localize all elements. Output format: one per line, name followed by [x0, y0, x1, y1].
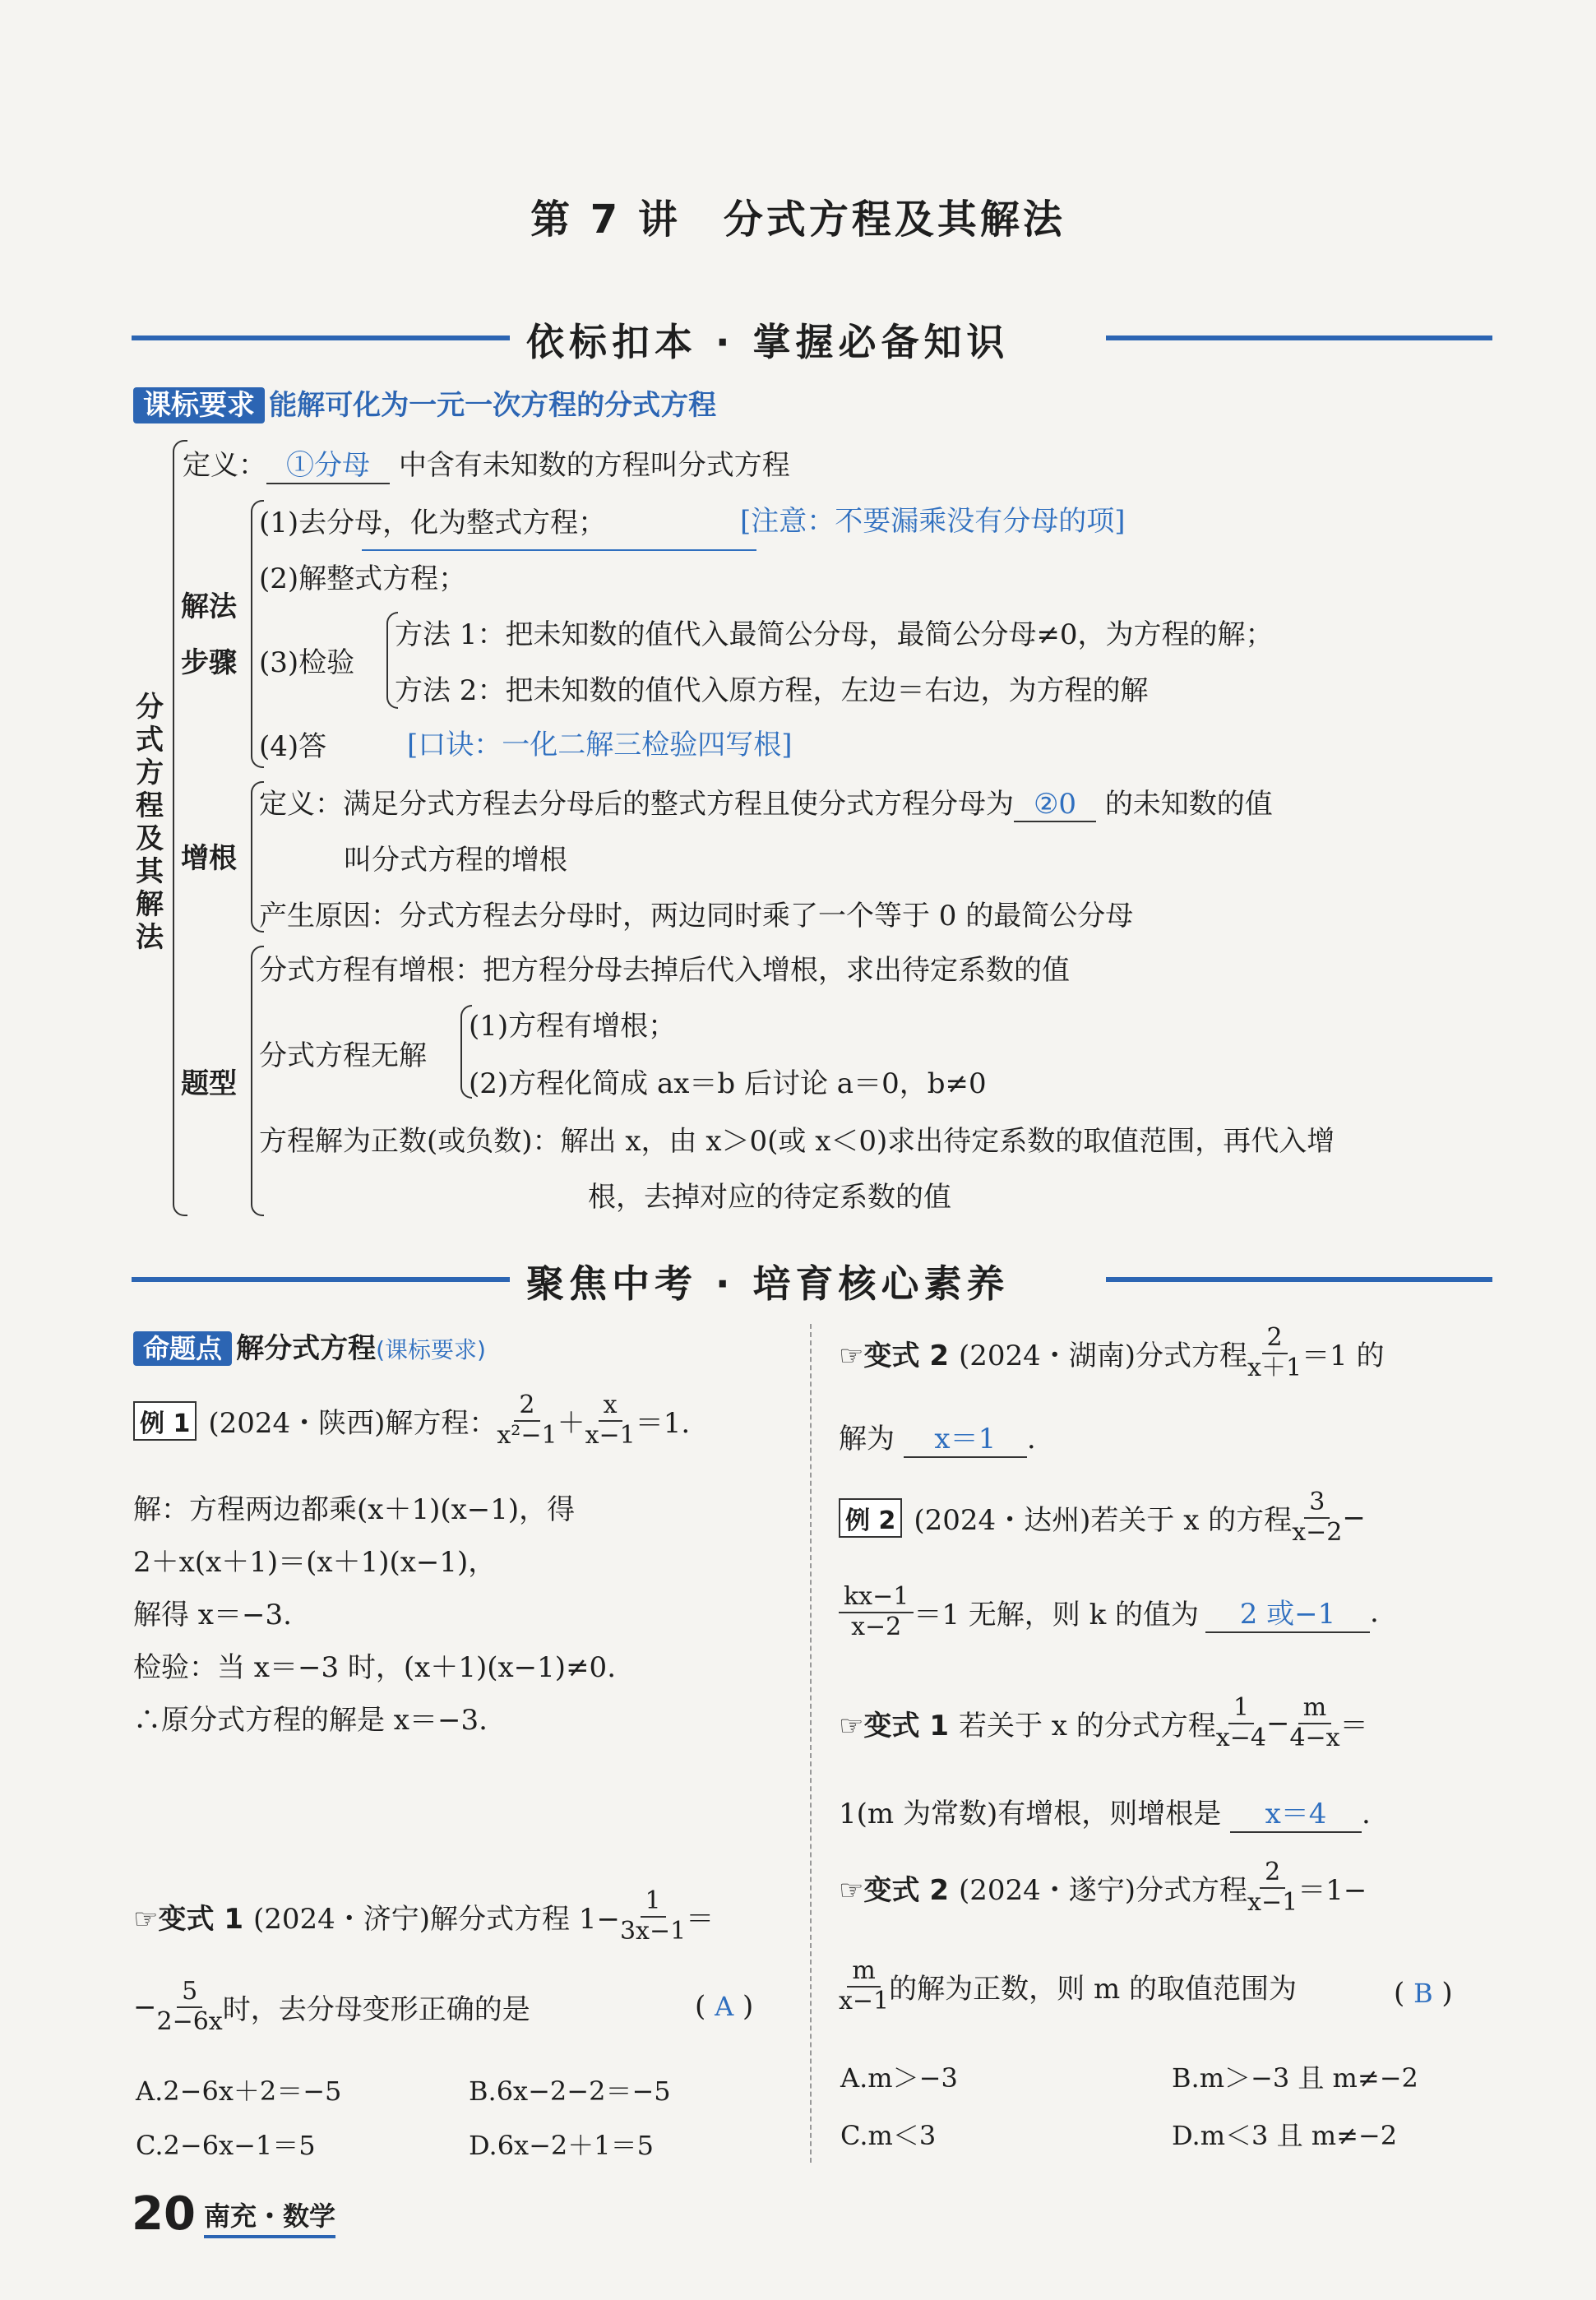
- step-3: (3)检验: [259, 646, 355, 679]
- page-number: 20: [132, 2187, 196, 2241]
- variant-r1-label: ☞变式 1: [839, 1710, 949, 1742]
- example-2: 例 2 (2024・达州)若关于 x 的方程 $\frac{3}{x-2}$ −: [839, 1488, 1366, 1547]
- fraction: $\frac{1}{3x-1}$: [619, 1886, 687, 1946]
- variant-r2: ☞变式 2 (2024・遂宁)分式方程 $\frac{2}{x-1}$ ＝1−: [839, 1858, 1367, 1917]
- option-c: C.2−6x−1＝5: [136, 2130, 316, 2161]
- variant-1-line2: − $\frac{5}{2-6x}$ 时，去分母变形正确的是: [133, 1977, 530, 2036]
- example-2-label: 例 2: [839, 1498, 902, 1538]
- blank-2: ②0: [1014, 788, 1096, 822]
- example-2-answer: 2 或−1: [1205, 1591, 1370, 1633]
- r-option-a: A.m＞−3: [840, 2062, 958, 2094]
- variant-1-answer: A: [715, 1991, 734, 2022]
- curriculum-requirement: [133, 382, 716, 423]
- point-note: (课标要求): [376, 1336, 486, 1363]
- step-2: (2)解整式方程；: [259, 562, 467, 595]
- note-2: [口诀：一化二解三检验四写根]: [407, 729, 793, 761]
- lesson-title: 第 7 讲 分式方程及其解法: [530, 197, 1066, 243]
- fraction: $\frac{m}{4-x}$: [1289, 1693, 1340, 1752]
- solve-label-1: 解法: [181, 590, 237, 623]
- section-banner-1: 依标扣本 · 掌握必备知识: [526, 320, 1010, 364]
- type-2-label: 分式方程无解: [259, 1039, 427, 1072]
- method-2: 方法 2：把未知数的值代入原方程，左边＝右边，为方程的解: [395, 674, 1149, 707]
- fraction: $\frac{m}{x-1}$: [839, 1956, 890, 2015]
- fraction: $\frac{x}{x-1}$: [585, 1391, 636, 1450]
- variant-r2-answer-box: ( B ): [1394, 1977, 1453, 2010]
- variant-r2-line2: $\frac{m}{x-1}$ 的解为正数，则 m 的取值范围为: [839, 1956, 1298, 2015]
- variant-r2-answer: B: [1413, 1978, 1433, 2009]
- solution-line-3: 解得 x＝−3.: [133, 1599, 292, 1631]
- example-2-line2: $\frac{kx-1}{x-2}$ ＝1 无解，则 k 的值为 2 或−1 .: [839, 1583, 1379, 1641]
- note-pointer: [362, 549, 756, 551]
- fraction: $\frac{kx-1}{x-2}$: [839, 1583, 914, 1641]
- type-3-line2: 根，去掉对应的待定系数的值: [588, 1181, 951, 1214]
- option-d: D.6x−2＋1＝5: [469, 2130, 654, 2161]
- band2-line-left: [132, 1277, 510, 1282]
- solution-line-1: 解：方程两边都乘(x＋1)(x−1)，得: [133, 1493, 576, 1526]
- definition-row: 定义： ①分母 中含有未知数的方程叫分式方程: [183, 442, 790, 484]
- type-1: 分式方程有增根：把方程分母去掉后代入增根，求出待定系数的值: [259, 954, 1070, 987]
- variant-1-label: ☞变式 1: [133, 1903, 243, 1936]
- solution-line-5: ∴原分式方程的解是 x＝−3.: [133, 1704, 488, 1737]
- solution-line-4: 检验：当 x＝−3 时，(x＋1)(x−1)≠0.: [133, 1651, 616, 1684]
- fraction: $\frac{1}{x-4}$: [1215, 1693, 1266, 1752]
- solution-line-2: 2＋x(x＋1)＝(x＋1)(x−1)，: [133, 1546, 497, 1579]
- point-tag: 命题点: [133, 1331, 232, 1366]
- variant-r1-line2: 1(m 为常数)有增根，则增根是 x＝4 .: [839, 1791, 1371, 1833]
- r-option-b: B.m＞−3 且 m≠−2: [1172, 2062, 1418, 2094]
- r-option-c: C.m＜3: [840, 2120, 937, 2151]
- column-divider: [810, 1324, 812, 2163]
- band-line-left: [132, 336, 510, 340]
- type-3-line1: 方程解为正数(或负数)：解出 x，由 x＞0(或 x＜0)求出待定系数的取值范围，再代入增: [259, 1125, 1335, 1158]
- note-1: [注意：不要漏乘没有分母的项]: [740, 505, 1126, 538]
- variant-2a-answer: x＝1: [904, 1416, 1027, 1458]
- method-1: 方法 1：把未知数的值代入最简公分母，最简公分母≠0，为方程的解；: [395, 618, 1274, 651]
- step-4: (4)答: [259, 730, 327, 763]
- fraction: $\frac{5}{2-6x}$: [156, 1977, 223, 2036]
- example-1-label: 例 1: [133, 1401, 197, 1441]
- variant-r1: ☞变式 1 若关于 x 的分式方程 $\frac{1}{x-4}$ − $\frac{m}{4-x}$ ＝: [839, 1693, 1368, 1752]
- proposition-point: [133, 1326, 486, 1366]
- variant-r2-label: ☞变式 2: [839, 1874, 949, 1907]
- option-b: B.6x−2−2＝−5: [469, 2076, 671, 2107]
- type-2a: (1)方程有增根；: [469, 1010, 677, 1043]
- variant-2a: ☞变式 2 (2024・湖南)分式方程 $\frac{2}{x+1}$ ＝1 的: [839, 1323, 1385, 1382]
- fraction: $\frac{2}{x+1}$: [1247, 1323, 1302, 1382]
- variant-2a-label: ☞变式 2: [839, 1340, 949, 1372]
- curriculum-text: 能解可化为一元一次方程的分式方程: [269, 389, 717, 422]
- fraction: $\frac{3}{x-2}$: [1292, 1488, 1343, 1547]
- fraction: $\frac{2}{\text{x²−1}}$: [497, 1391, 557, 1450]
- example-1: 例 1 (2024・陕西)解方程： $\frac{2}{\text{x²−1}}$ ＋ $\frac{x}{x-1}$ ＝1.: [133, 1391, 690, 1450]
- extra-cause: 产生原因：分式方程去分母时，两边同时乘了一个等于 0 的最简公分母: [259, 900, 1134, 932]
- book-title: 南充・数学: [204, 2201, 336, 2232]
- curriculum-tag: 课标要求: [133, 387, 265, 423]
- r-option-d: D.m＜3 且 m≠−2: [1172, 2120, 1398, 2151]
- blank-1: ①分母: [266, 442, 390, 484]
- footer-accent: [204, 2235, 335, 2238]
- band-line-right: [1106, 336, 1492, 340]
- extra-def-line2: 叫分式方程的增根: [344, 844, 567, 877]
- variant-1: ☞变式 1 (2024・济宁)解分式方程 1− $\frac{1}{3x-1}$ ＝: [133, 1886, 715, 1946]
- variant-1-answer-box: ( A ): [695, 1990, 754, 2023]
- step-1: (1)去分母，化为整式方程；: [259, 507, 607, 539]
- type-2b: (2)方程化简成 ax＝b 后讨论 a＝0，b≠0: [469, 1067, 987, 1100]
- section-banner-2: 聚焦中考 · 培育核心素养: [526, 1261, 1010, 1306]
- type-label: 题型: [181, 1067, 237, 1100]
- tree-root: 分式方程及其解法: [136, 691, 164, 954]
- variant-r1-answer: x＝4: [1230, 1791, 1362, 1833]
- point-title: 解分式方程: [236, 1332, 377, 1365]
- band2-line-right: [1106, 1277, 1492, 1282]
- extra-label: 增根: [181, 842, 237, 875]
- fraction: $\frac{2}{x-1}$: [1247, 1858, 1298, 1917]
- option-a: A.2−6x＋2＝−5: [136, 2076, 342, 2107]
- extra-def: 定义：满足分式方程去分母后的整式方程且使分式方程分母为 ②0 的未知数的值: [259, 788, 1273, 821]
- variant-2a-line2: 解为 x＝1 .: [839, 1416, 1036, 1458]
- solve-label-2: 步骤: [181, 646, 237, 679]
